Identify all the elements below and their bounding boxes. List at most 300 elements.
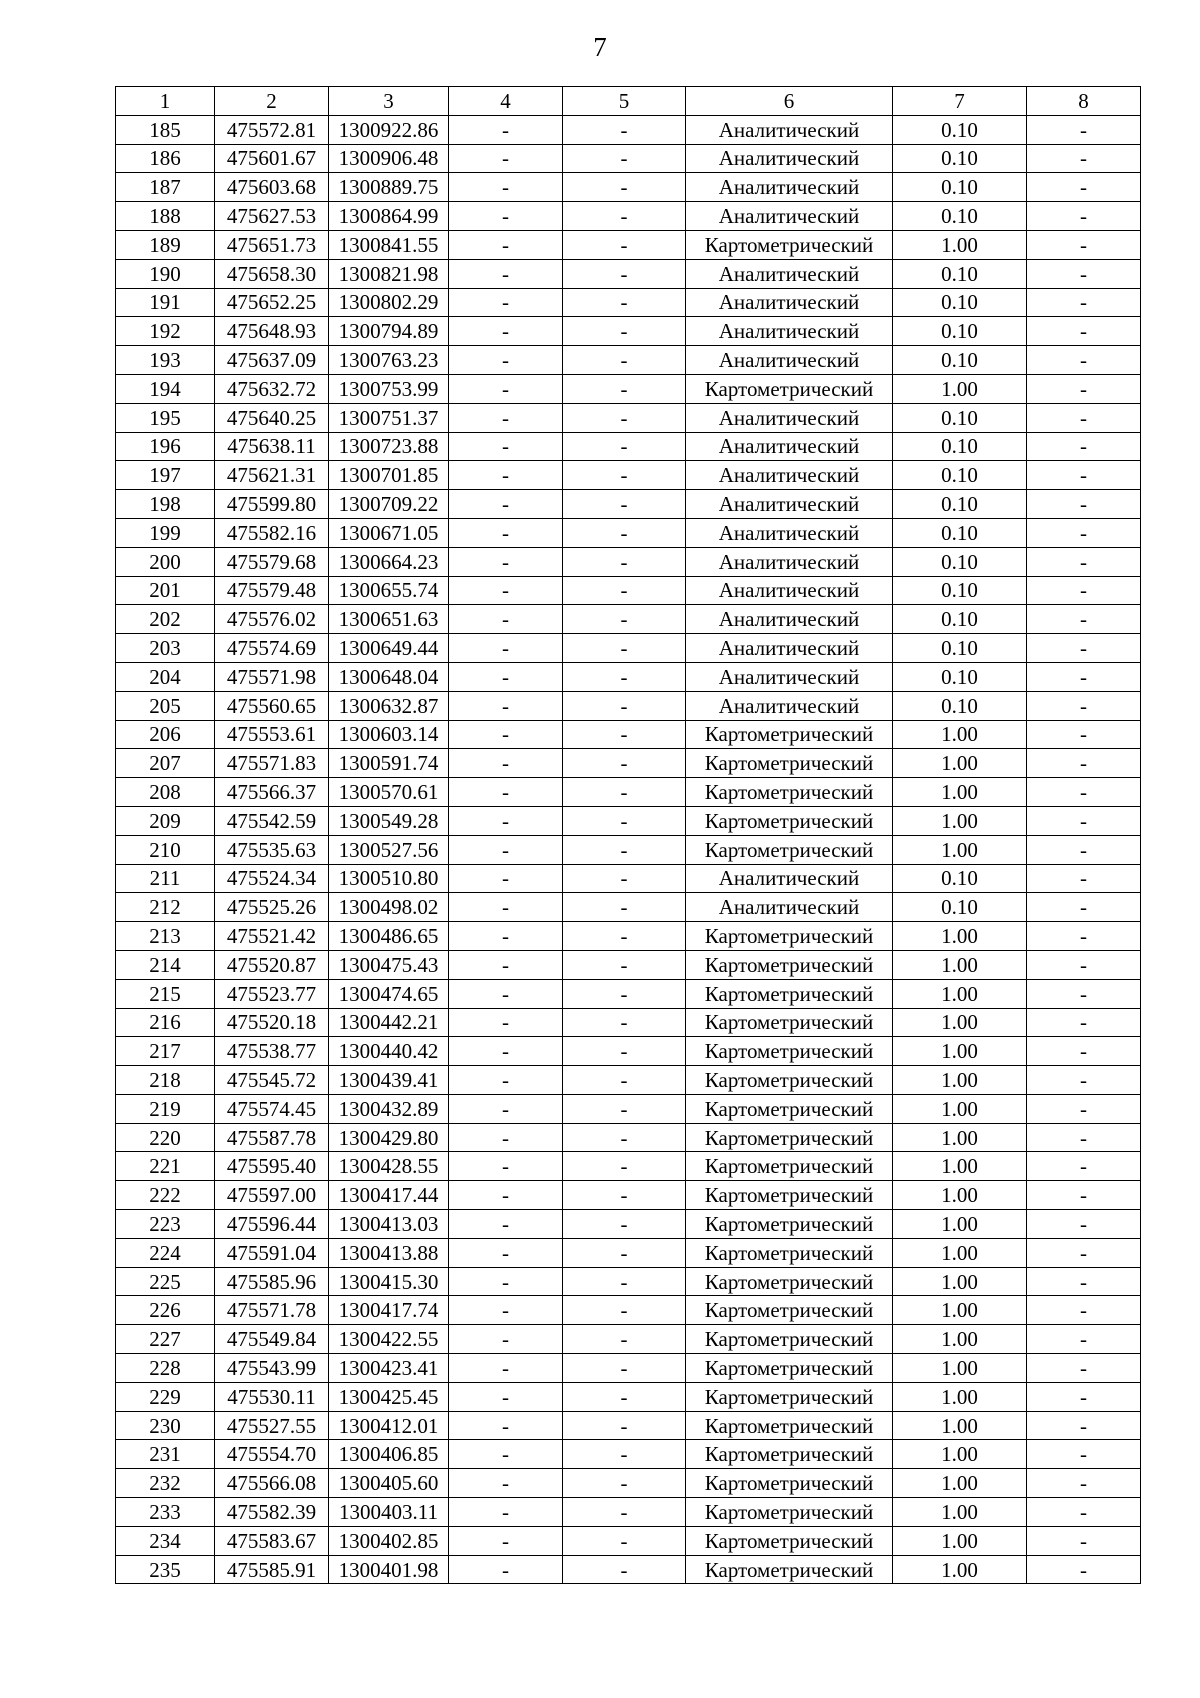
method-cell: Картометрический: [686, 1440, 893, 1469]
column-5-cell: -: [563, 1526, 686, 1555]
y-coordinate-cell: 1300753.99: [329, 374, 449, 403]
method-cell: Картометрический: [686, 1296, 893, 1325]
method-cell: Картометрический: [686, 1066, 893, 1095]
column-4-cell: -: [449, 1181, 563, 1210]
accuracy-cell: 0.10: [893, 634, 1027, 663]
table-row: [116, 1526, 1141, 1555]
column-8-cell: -: [1027, 518, 1141, 547]
x-coordinate-cell: 475585.91: [215, 1555, 329, 1584]
y-coordinate-cell: 1300591.74: [329, 749, 449, 778]
accuracy-cell: 0.10: [893, 605, 1027, 634]
accuracy-cell: 1.00: [893, 1498, 1027, 1527]
accuracy-cell: 1.00: [893, 1210, 1027, 1239]
method-cell: Картометрический: [686, 1469, 893, 1498]
y-coordinate-cell: 1300417.44: [329, 1181, 449, 1210]
table-row: [116, 720, 1141, 749]
x-coordinate-cell: 475582.39: [215, 1498, 329, 1527]
x-coordinate-cell: 475599.80: [215, 490, 329, 519]
y-coordinate-cell: 1300906.48: [329, 144, 449, 173]
x-coordinate-cell: 475579.48: [215, 576, 329, 605]
accuracy-cell: 1.00: [893, 835, 1027, 864]
column-4-cell: -: [449, 432, 563, 461]
x-coordinate-cell: 475524.34: [215, 864, 329, 893]
accuracy-cell: 1.00: [893, 778, 1027, 807]
y-coordinate-cell: 1300651.63: [329, 605, 449, 634]
column-4-cell: -: [449, 864, 563, 893]
point-number-cell: 188: [116, 202, 215, 231]
method-cell: Аналитический: [686, 432, 893, 461]
column-8-cell: -: [1027, 202, 1141, 231]
accuracy-cell: 1.00: [893, 1382, 1027, 1411]
accuracy-cell: 1.00: [893, 1094, 1027, 1123]
y-coordinate-cell: 1300751.37: [329, 403, 449, 432]
y-coordinate-cell: 1300655.74: [329, 576, 449, 605]
column-5-cell: -: [563, 1094, 686, 1123]
column-4-cell: -: [449, 1066, 563, 1095]
column-4-cell: -: [449, 576, 563, 605]
accuracy-cell: 1.00: [893, 720, 1027, 749]
method-cell: Аналитический: [686, 173, 893, 202]
column-8-cell: -: [1027, 1440, 1141, 1469]
column-5-cell: -: [563, 1066, 686, 1095]
x-coordinate-cell: 475571.83: [215, 749, 329, 778]
table-row: [116, 1037, 1141, 1066]
column-5-cell: -: [563, 1498, 686, 1527]
method-cell: Аналитический: [686, 259, 893, 288]
column-5-cell: -: [563, 202, 686, 231]
coordinates-table: [115, 86, 1141, 1584]
y-coordinate-cell: 1300701.85: [329, 461, 449, 490]
column-header: 6: [686, 87, 893, 116]
table-row: [116, 1498, 1141, 1527]
method-cell: Аналитический: [686, 576, 893, 605]
x-coordinate-cell: 475566.08: [215, 1469, 329, 1498]
method-cell: Аналитический: [686, 317, 893, 346]
x-coordinate-cell: 475582.16: [215, 518, 329, 547]
accuracy-cell: 0.10: [893, 691, 1027, 720]
table-row: [116, 893, 1141, 922]
column-5-cell: -: [563, 605, 686, 634]
table-row: [116, 806, 1141, 835]
column-4-cell: -: [449, 1354, 563, 1383]
column-4-cell: -: [449, 1555, 563, 1584]
column-5-cell: -: [563, 806, 686, 835]
accuracy-cell: 0.10: [893, 288, 1027, 317]
table-row: [116, 461, 1141, 490]
accuracy-cell: 0.10: [893, 173, 1027, 202]
x-coordinate-cell: 475523.77: [215, 979, 329, 1008]
table-body: [116, 115, 1141, 1584]
x-coordinate-cell: 475542.59: [215, 806, 329, 835]
column-4-cell: -: [449, 1267, 563, 1296]
y-coordinate-cell: 1300549.28: [329, 806, 449, 835]
column-8-cell: -: [1027, 950, 1141, 979]
column-8-cell: -: [1027, 1037, 1141, 1066]
method-cell: Картометрический: [686, 1094, 893, 1123]
table-row: [116, 490, 1141, 519]
point-number-cell: 192: [116, 317, 215, 346]
accuracy-cell: 1.00: [893, 950, 1027, 979]
point-number-cell: 185: [116, 115, 215, 144]
point-number-cell: 223: [116, 1210, 215, 1239]
table-row: [116, 1555, 1141, 1584]
point-number-cell: 197: [116, 461, 215, 490]
column-5-cell: -: [563, 1382, 686, 1411]
point-number-cell: 209: [116, 806, 215, 835]
accuracy-cell: 0.10: [893, 490, 1027, 519]
accuracy-cell: 1.00: [893, 1296, 1027, 1325]
column-4-cell: -: [449, 634, 563, 663]
column-5-cell: -: [563, 662, 686, 691]
x-coordinate-cell: 475597.00: [215, 1181, 329, 1210]
accuracy-cell: 1.00: [893, 1526, 1027, 1555]
accuracy-cell: 1.00: [893, 374, 1027, 403]
accuracy-cell: 1.00: [893, 806, 1027, 835]
method-cell: Аналитический: [686, 346, 893, 375]
column-4-cell: -: [449, 115, 563, 144]
y-coordinate-cell: 1300671.05: [329, 518, 449, 547]
column-4-cell: -: [449, 461, 563, 490]
column-4-cell: -: [449, 230, 563, 259]
y-coordinate-cell: 1300413.88: [329, 1238, 449, 1267]
column-8-cell: -: [1027, 893, 1141, 922]
table-row: [116, 576, 1141, 605]
method-cell: Картометрический: [686, 1382, 893, 1411]
y-coordinate-cell: 1300429.80: [329, 1123, 449, 1152]
table-row: [116, 778, 1141, 807]
point-number-cell: 195: [116, 403, 215, 432]
column-4-cell: -: [449, 1382, 563, 1411]
accuracy-cell: 1.00: [893, 1354, 1027, 1383]
column-4-cell: -: [449, 259, 563, 288]
table-row: [116, 1008, 1141, 1037]
x-coordinate-cell: 475571.78: [215, 1296, 329, 1325]
column-5-cell: -: [563, 1181, 686, 1210]
column-5-cell: -: [563, 749, 686, 778]
accuracy-cell: 0.10: [893, 576, 1027, 605]
column-8-cell: -: [1027, 634, 1141, 663]
x-coordinate-cell: 475521.42: [215, 922, 329, 951]
y-coordinate-cell: 1300841.55: [329, 230, 449, 259]
column-4-cell: -: [449, 1296, 563, 1325]
column-4-cell: -: [449, 1440, 563, 1469]
point-number-cell: 235: [116, 1555, 215, 1584]
method-cell: Аналитический: [686, 490, 893, 519]
table-row: [116, 1210, 1141, 1239]
column-5-cell: -: [563, 1555, 686, 1584]
column-8-cell: -: [1027, 691, 1141, 720]
column-4-cell: -: [449, 1526, 563, 1555]
column-5-cell: -: [563, 144, 686, 173]
accuracy-cell: 0.10: [893, 432, 1027, 461]
column-4-cell: -: [449, 1210, 563, 1239]
accuracy-cell: 1.00: [893, 1325, 1027, 1354]
method-cell: Аналитический: [686, 691, 893, 720]
column-5-cell: -: [563, 461, 686, 490]
x-coordinate-cell: 475527.55: [215, 1411, 329, 1440]
y-coordinate-cell: 1300570.61: [329, 778, 449, 807]
y-coordinate-cell: 1300889.75: [329, 173, 449, 202]
column-4-cell: -: [449, 835, 563, 864]
table-row: [116, 115, 1141, 144]
accuracy-cell: 0.10: [893, 403, 1027, 432]
x-coordinate-cell: 475637.09: [215, 346, 329, 375]
y-coordinate-cell: 1300412.01: [329, 1411, 449, 1440]
table-row: [116, 1325, 1141, 1354]
column-header: 7: [893, 87, 1027, 116]
point-number-cell: 189: [116, 230, 215, 259]
point-number-cell: 200: [116, 547, 215, 576]
column-5-cell: -: [563, 634, 686, 663]
y-coordinate-cell: 1300474.65: [329, 979, 449, 1008]
table-row: [116, 1238, 1141, 1267]
method-cell: Картометрический: [686, 1123, 893, 1152]
point-number-cell: 205: [116, 691, 215, 720]
table-row: [116, 979, 1141, 1008]
accuracy-cell: 1.00: [893, 1123, 1027, 1152]
method-cell: Картометрический: [686, 1267, 893, 1296]
method-cell: Аналитический: [686, 547, 893, 576]
accuracy-cell: 0.10: [893, 461, 1027, 490]
y-coordinate-cell: 1300415.30: [329, 1267, 449, 1296]
method-cell: Аналитический: [686, 115, 893, 144]
column-8-cell: -: [1027, 1498, 1141, 1527]
y-coordinate-cell: 1300922.86: [329, 115, 449, 144]
table-row: [116, 1440, 1141, 1469]
column-5-cell: -: [563, 1411, 686, 1440]
x-coordinate-cell: 475574.45: [215, 1094, 329, 1123]
accuracy-cell: 1.00: [893, 230, 1027, 259]
column-5-cell: -: [563, 1440, 686, 1469]
x-coordinate-cell: 475587.78: [215, 1123, 329, 1152]
method-cell: Аналитический: [686, 461, 893, 490]
column-4-cell: -: [449, 922, 563, 951]
table-row: [116, 605, 1141, 634]
method-cell: Картометрический: [686, 806, 893, 835]
column-4-cell: -: [449, 490, 563, 519]
point-number-cell: 202: [116, 605, 215, 634]
y-coordinate-cell: 1300417.74: [329, 1296, 449, 1325]
y-coordinate-cell: 1300405.60: [329, 1469, 449, 1498]
column-4-cell: -: [449, 950, 563, 979]
table-row: [116, 144, 1141, 173]
column-4-cell: -: [449, 288, 563, 317]
point-number-cell: 224: [116, 1238, 215, 1267]
column-4-cell: -: [449, 1094, 563, 1123]
x-coordinate-cell: 475648.93: [215, 317, 329, 346]
x-coordinate-cell: 475566.37: [215, 778, 329, 807]
column-4-cell: -: [449, 202, 563, 231]
accuracy-cell: 1.00: [893, 922, 1027, 951]
y-coordinate-cell: 1300439.41: [329, 1066, 449, 1095]
method-cell: Картометрический: [686, 1411, 893, 1440]
x-coordinate-cell: 475603.68: [215, 173, 329, 202]
column-4-cell: -: [449, 144, 563, 173]
method-cell: Картометрический: [686, 1238, 893, 1267]
accuracy-cell: 0.10: [893, 864, 1027, 893]
column-4-cell: -: [449, 1411, 563, 1440]
method-cell: Картометрический: [686, 835, 893, 864]
column-5-cell: -: [563, 1267, 686, 1296]
point-number-cell: 218: [116, 1066, 215, 1095]
method-cell: Картометрический: [686, 950, 893, 979]
column-8-cell: -: [1027, 835, 1141, 864]
accuracy-cell: 0.10: [893, 202, 1027, 231]
column-5-cell: -: [563, 317, 686, 346]
column-5-cell: -: [563, 1296, 686, 1325]
point-number-cell: 210: [116, 835, 215, 864]
x-coordinate-cell: 475554.70: [215, 1440, 329, 1469]
point-number-cell: 212: [116, 893, 215, 922]
y-coordinate-cell: 1300723.88: [329, 432, 449, 461]
y-coordinate-cell: 1300401.98: [329, 1555, 449, 1584]
method-cell: Картометрический: [686, 1555, 893, 1584]
accuracy-cell: 0.10: [893, 259, 1027, 288]
table-row: [116, 317, 1141, 346]
column-8-cell: -: [1027, 1238, 1141, 1267]
column-4-cell: -: [449, 173, 563, 202]
x-coordinate-cell: 475538.77: [215, 1037, 329, 1066]
accuracy-cell: 0.10: [893, 346, 1027, 375]
column-5-cell: -: [563, 979, 686, 1008]
point-number-cell: 219: [116, 1094, 215, 1123]
accuracy-cell: 1.00: [893, 749, 1027, 778]
point-number-cell: 230: [116, 1411, 215, 1440]
accuracy-cell: 1.00: [893, 1555, 1027, 1584]
x-coordinate-cell: 475571.98: [215, 662, 329, 691]
column-header: 4: [449, 87, 563, 116]
x-coordinate-cell: 475520.87: [215, 950, 329, 979]
y-coordinate-cell: 1300794.89: [329, 317, 449, 346]
column-header: 3: [329, 87, 449, 116]
table-row: [116, 1411, 1141, 1440]
table-row: [116, 403, 1141, 432]
x-coordinate-cell: 475579.68: [215, 547, 329, 576]
column-8-cell: -: [1027, 346, 1141, 375]
table-row: [116, 173, 1141, 202]
table-row: [116, 1181, 1141, 1210]
table-row: [116, 749, 1141, 778]
table-row: [116, 1066, 1141, 1095]
column-8-cell: -: [1027, 864, 1141, 893]
column-5-cell: -: [563, 1123, 686, 1152]
accuracy-cell: 1.00: [893, 1152, 1027, 1181]
column-8-cell: -: [1027, 230, 1141, 259]
x-coordinate-cell: 475591.04: [215, 1238, 329, 1267]
x-coordinate-cell: 475549.84: [215, 1325, 329, 1354]
y-coordinate-cell: 1300403.11: [329, 1498, 449, 1527]
point-number-cell: 233: [116, 1498, 215, 1527]
accuracy-cell: 0.10: [893, 518, 1027, 547]
y-coordinate-cell: 1300802.29: [329, 288, 449, 317]
column-5-cell: -: [563, 1469, 686, 1498]
column-4-cell: -: [449, 691, 563, 720]
x-coordinate-cell: 475530.11: [215, 1382, 329, 1411]
accuracy-cell: 0.10: [893, 893, 1027, 922]
method-cell: Аналитический: [686, 288, 893, 317]
point-number-cell: 227: [116, 1325, 215, 1354]
point-number-cell: 216: [116, 1008, 215, 1037]
point-number-cell: 196: [116, 432, 215, 461]
table-row: [116, 1469, 1141, 1498]
x-coordinate-cell: 475520.18: [215, 1008, 329, 1037]
column-8-cell: -: [1027, 778, 1141, 807]
column-5-cell: -: [563, 115, 686, 144]
page-number: 7: [593, 32, 607, 62]
method-cell: Аналитический: [686, 518, 893, 547]
table-row: [116, 922, 1141, 951]
method-cell: Аналитический: [686, 864, 893, 893]
table-row: [116, 432, 1141, 461]
column-header: 2: [215, 87, 329, 116]
column-4-cell: -: [449, 1498, 563, 1527]
method-cell: Аналитический: [686, 634, 893, 663]
column-8-cell: -: [1027, 1555, 1141, 1584]
point-number-cell: 232: [116, 1469, 215, 1498]
y-coordinate-cell: 1300603.14: [329, 720, 449, 749]
x-coordinate-cell: 475545.72: [215, 1066, 329, 1095]
column-4-cell: -: [449, 1152, 563, 1181]
column-header: 1: [116, 87, 215, 116]
method-cell: Картометрический: [686, 1325, 893, 1354]
point-number-cell: 208: [116, 778, 215, 807]
column-8-cell: -: [1027, 1382, 1141, 1411]
column-8-cell: -: [1027, 1411, 1141, 1440]
method-cell: Картометрический: [686, 230, 893, 259]
y-coordinate-cell: 1300440.42: [329, 1037, 449, 1066]
point-number-cell: 201: [116, 576, 215, 605]
x-coordinate-cell: 475640.25: [215, 403, 329, 432]
column-8-cell: -: [1027, 461, 1141, 490]
method-cell: Картометрический: [686, 778, 893, 807]
point-number-cell: 199: [116, 518, 215, 547]
accuracy-cell: 1.00: [893, 1181, 1027, 1210]
column-8-cell: -: [1027, 979, 1141, 1008]
y-coordinate-cell: 1300422.55: [329, 1325, 449, 1354]
point-number-cell: 214: [116, 950, 215, 979]
table-header-row: [116, 87, 1141, 116]
method-cell: Аналитический: [686, 893, 893, 922]
x-coordinate-cell: 475576.02: [215, 605, 329, 634]
table-row: [116, 691, 1141, 720]
point-number-cell: 221: [116, 1152, 215, 1181]
table-row: [116, 346, 1141, 375]
x-coordinate-cell: 475658.30: [215, 259, 329, 288]
point-number-cell: 207: [116, 749, 215, 778]
column-4-cell: -: [449, 806, 563, 835]
accuracy-cell: 1.00: [893, 1267, 1027, 1296]
column-4-cell: -: [449, 720, 563, 749]
point-number-cell: 203: [116, 634, 215, 663]
method-cell: Аналитический: [686, 202, 893, 231]
table-row: [116, 950, 1141, 979]
accuracy-cell: 1.00: [893, 1037, 1027, 1066]
accuracy-cell: 0.10: [893, 115, 1027, 144]
method-cell: Аналитический: [686, 662, 893, 691]
column-8-cell: -: [1027, 173, 1141, 202]
column-8-cell: -: [1027, 576, 1141, 605]
column-8-cell: -: [1027, 432, 1141, 461]
table-row: [116, 202, 1141, 231]
table-row: [116, 1382, 1141, 1411]
table-row: [116, 864, 1141, 893]
accuracy-cell: 0.10: [893, 662, 1027, 691]
y-coordinate-cell: 1300648.04: [329, 662, 449, 691]
column-4-cell: -: [449, 346, 563, 375]
table-row: [116, 259, 1141, 288]
x-coordinate-cell: 475574.69: [215, 634, 329, 663]
point-number-cell: 213: [116, 922, 215, 951]
